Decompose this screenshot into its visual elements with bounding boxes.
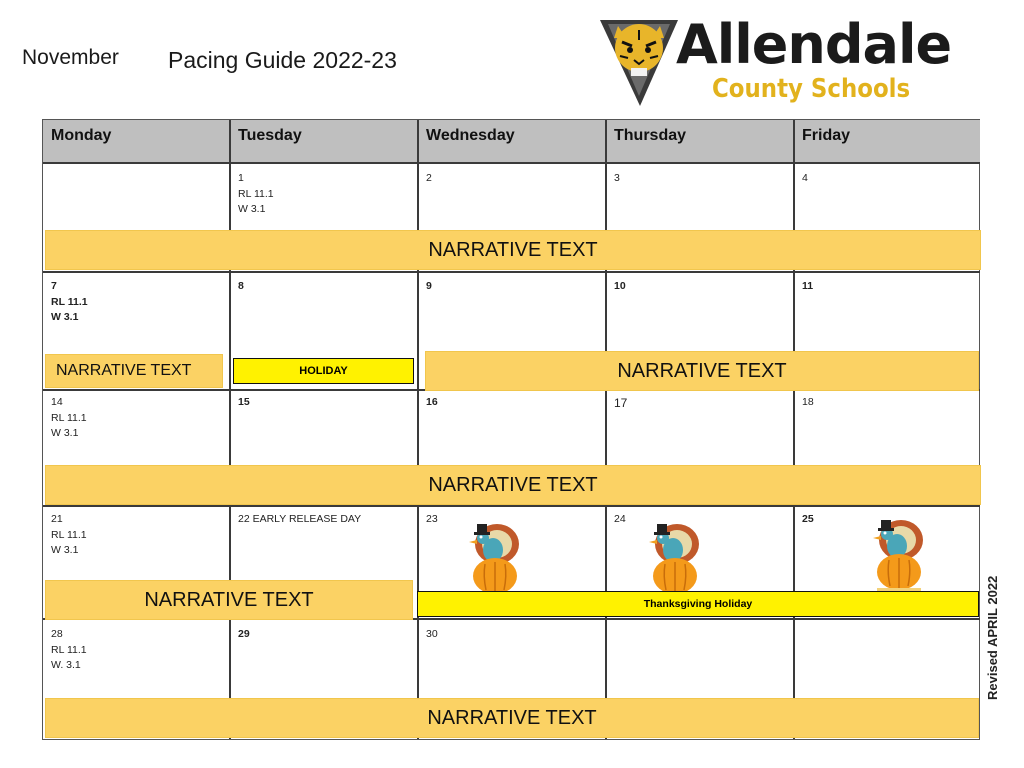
turkey-pumpkin-icon (639, 518, 705, 598)
day-cell: 22 EARLY RELEASE DAY (238, 513, 362, 525)
day-cell: 17 (614, 396, 628, 410)
narrative-banner: NARRATIVE TEXT (45, 465, 981, 505)
turkey-pumpkin-icon (459, 518, 525, 598)
holiday-label: HOLIDAY (233, 358, 414, 384)
narrative-banner: NARRATIVE TEXT (45, 698, 979, 738)
calendar-grid (42, 119, 980, 740)
day-cell: 25 (802, 513, 814, 525)
thanksgiving-holiday-bar: Thanksgiving Holiday (417, 591, 979, 617)
turkey-pumpkin-icon (863, 514, 929, 594)
day-header-friday: Friday (794, 120, 980, 162)
day-cell: 14 RL 11.1 W 3.1 (51, 396, 87, 439)
grid-line (793, 120, 795, 739)
grid-line (605, 120, 607, 739)
revised-date-label: Revised APRIL 2022 (985, 575, 1000, 700)
tiger-logo-icon (598, 12, 680, 108)
day-cell: 23 (426, 513, 438, 525)
day-cell: 30 (426, 628, 438, 640)
day-cell: 24 (614, 513, 626, 525)
day-cell: 4 (802, 172, 808, 184)
grid-line (43, 505, 980, 507)
day-cell: 15 (238, 396, 250, 408)
day-header-tuesday: Tuesday (230, 120, 418, 162)
day-cell: 7 RL 11.1 W 3.1 (51, 280, 88, 323)
narrative-banner: NARRATIVE TEXT (45, 580, 413, 620)
school-logo (598, 12, 958, 110)
day-header-monday: Monday (43, 120, 230, 162)
grid-line (417, 120, 419, 739)
day-cell: 28 RL 11.1 W. 3.1 (51, 628, 87, 671)
day-cell: 11 (802, 280, 814, 292)
day-header-wednesday: Wednesday (418, 120, 606, 162)
grid-line (43, 162, 980, 164)
day-cell: 2 (426, 172, 432, 184)
grid-line (43, 271, 980, 273)
grid-line (229, 120, 231, 739)
narrative-banner: NARRATIVE TEXT (45, 354, 223, 388)
page-title: Pacing Guide 2022-23 (168, 47, 397, 73)
day-cell: 18 (802, 396, 814, 408)
day-cell: 29 (238, 628, 250, 640)
day-cell: 9 (426, 280, 432, 292)
narrative-banner: NARRATIVE TEXT (425, 351, 979, 391)
day-header-thursday: Thursday (606, 120, 794, 162)
logo-wordmark: Allendale (676, 13, 952, 76)
logo-subtitle: County Schools (712, 74, 911, 104)
day-cell: 10 (614, 280, 626, 292)
day-cell: 8 (238, 280, 244, 292)
day-cell: 16 (426, 396, 438, 408)
narrative-banner: NARRATIVE TEXT (45, 230, 981, 270)
month-label: November (22, 46, 119, 69)
day-cell: 1 RL 11.1 W 3.1 (238, 172, 274, 215)
day-cell: 21 RL 11.1 W 3.1 (51, 513, 87, 556)
day-cell: 3 (614, 172, 620, 184)
